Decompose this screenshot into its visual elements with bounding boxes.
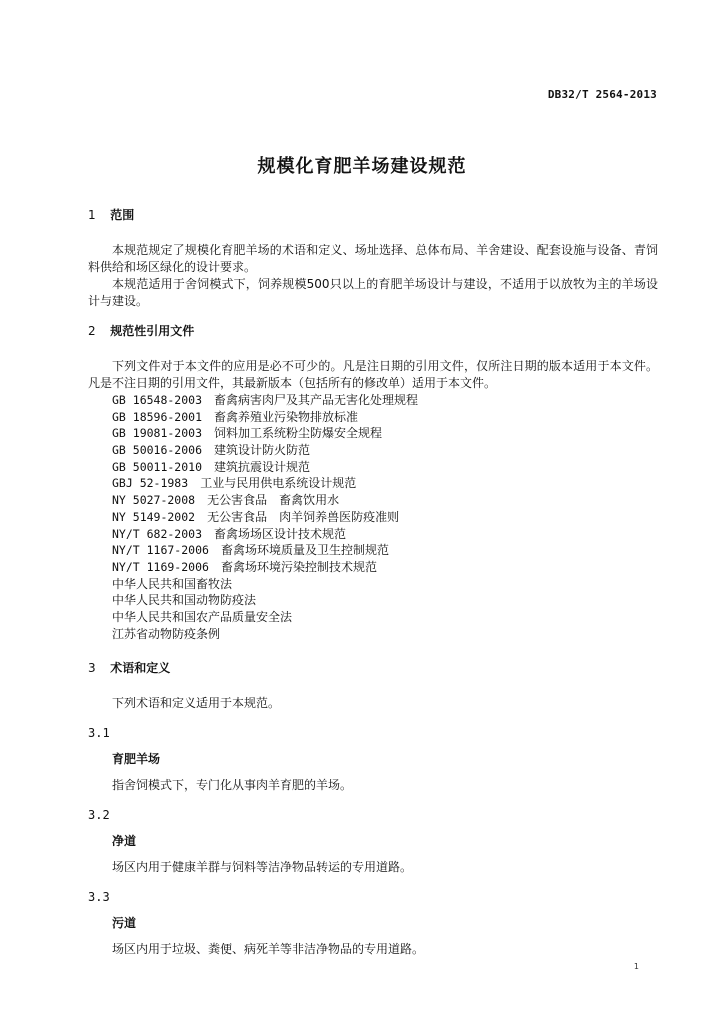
reference-item: NY 5027-2008 无公害食品 畜禽饮用水 — [112, 493, 340, 508]
term-number: 3.3 — [88, 890, 110, 905]
reference-item: 中华人民共和国农产品质量安全法 — [112, 609, 293, 624]
term-definition: 场区内用于健康羊群与饲料等洁净物品转运的专用道路。 — [112, 860, 413, 875]
page-number: 1 — [633, 962, 639, 971]
section-1-heading — [88, 207, 658, 224]
section-1-paragraph-1: 本规范规定了规模化育肥羊场的术语和定义、场址选择、总体布局、羊舍建设、配套设施与设备、青饲料供给和场区绿化的设计要求。 — [88, 243, 658, 274]
section-title: 术语和定义 — [110, 661, 171, 676]
reference-item: 中华人民共和国畜牧法 — [112, 576, 233, 591]
section-3-heading — [88, 660, 658, 677]
reference-item: 中华人民共和国动物防疫法 — [112, 593, 257, 608]
term-definition: 场区内用于垃圾、粪便、病死羊等非洁净物品的专用道路。 — [112, 942, 425, 957]
term-name: 育肥羊场 — [112, 752, 161, 767]
reference-item: NY 5149-2002 无公害食品 肉羊饲养兽医防疫准则 — [112, 509, 400, 524]
reference-item: GB 16548-2003 畜禽病害肉尸及其产品无害化处理规程 — [112, 393, 419, 407]
document-title: 规模化育肥羊场建设规范 — [257, 156, 467, 177]
reference-item: 江苏省动物防疫条例 — [112, 626, 221, 641]
reference-item: GB 50016-2006 建筑设计防火防范 — [112, 443, 311, 458]
term-number: 3.2 — [88, 808, 110, 823]
section-2-paragraph: 下列文件对于本文件的应用是必不可少的。凡是注日期的引用文件，仅所注日期的版本适用于本文件。凡是不注日期的引用文件，其最新版本（包括所有的修改单）适用于本文件。 — [88, 359, 658, 390]
section-number: 3 — [88, 661, 96, 676]
section-title: 规范性引用文件 — [110, 324, 195, 338]
section-number: 1 — [88, 208, 96, 222]
reference-item: GB 19081-2003 饲料加工系统粉尘防爆安全规程 — [112, 426, 383, 441]
reference-item: GB 50011-2010 建筑抗震设计规范 — [112, 459, 311, 474]
reference-item: NY/T 1169-2006 畜禽场环境污染控制技术规范 — [112, 559, 377, 574]
document-body — [88, 207, 658, 958]
section-title: 范围 — [110, 208, 135, 222]
section-3-intro: 下列术语和定义适用于本规范。 — [112, 696, 281, 711]
reference-item: NY/T 1167-2006 畜禽场环境质量及卫生控制规范 — [112, 543, 389, 558]
term-name: 净道 — [112, 834, 137, 849]
reference-item: NY/T 682-2003 畜禽场场区设计技术规范 — [112, 526, 347, 541]
section-2-heading — [88, 323, 658, 340]
standard-code: DB32/T 2564-2013 — [547, 88, 657, 101]
section-number: 2 — [88, 324, 96, 338]
term-name: 污道 — [112, 916, 137, 931]
normative-references-list — [88, 392, 658, 642]
reference-item: GBJ 52-1983 工业与民用供电系统设计规范 — [112, 476, 357, 491]
reference-item: GB 18596-2001 畜禽养殖业污染物排放标准 — [112, 409, 359, 424]
term-number: 3.1 — [88, 726, 110, 741]
term-definition: 指舍饲模式下，专门化从事肉羊育肥的羊场。 — [112, 778, 353, 793]
section-1-paragraph-2: 本规范适用于舍饲模式下，饲养规模500只以上的育肥羊场设计与建设，不适用于以放牧为主的羊场设计与建设。 — [88, 277, 658, 308]
